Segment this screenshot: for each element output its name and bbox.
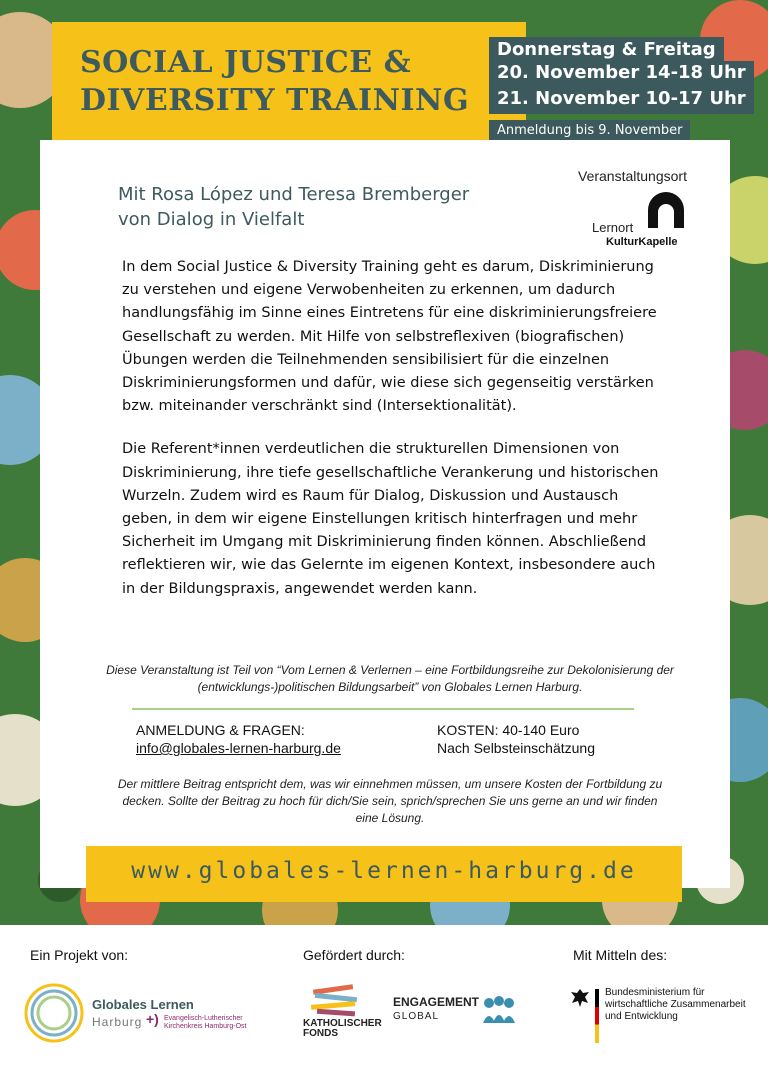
speakers <box>118 182 538 232</box>
description-paragraph-2: Die Referent*innen verdeutlichen die strukturellen Dimensionen von Diskriminierung, ihre tiefe gesellschaftliche Verankerung und historischen Wurzeln. Zudem wird es Raum für Dialog, Diskussion und Austausch geben, in dem wir eigene Einstellungen kritisch hinterfragen und mehr Sicherheit im Umgang mit Diskriminierung finden können. Abschließend reflektieren wir, wie das Gelernte im eigenen Kontext, insbesondere auch in der Bildungspraxis, angewendet werden kann. <box>122 441 659 597</box>
event-date-1: 20. November 14-18 Uhr <box>489 61 754 87</box>
cost-title: KOSTEN: 40-140 Euro <box>437 722 580 738</box>
venue-label: Veranstaltungsort <box>578 168 687 184</box>
project-label: Ein Projekt von: <box>30 947 129 963</box>
gl-name: Globales Lernen <box>92 997 194 1012</box>
kf-name: KATHOLISCHER FONDS <box>303 1018 382 1039</box>
gl-city: Harburg <box>92 1015 143 1029</box>
funded-label: Gefördert durch: <box>303 947 405 963</box>
katholischer-fonds-logo <box>303 983 383 1047</box>
german-flag-bar <box>595 989 599 1043</box>
speakers-line2: von Dialog in Vielfalt <box>118 209 305 230</box>
eg-line2: GLOBAL <box>393 1011 440 1022</box>
kulturkapelle-icon <box>644 190 688 230</box>
description-paragraph-1: In dem Social Justice & Diversity Training geht es darum, Diskriminierung zu verstehen und eigene Verwobenheiten zu erkennen, um dadurch handlungsfähig im Sinne eines Eintretens für eine diskriminierungsfreiere Gesellschaft zu werden. Mit Hilfe von selbstreflexiven (biografischen) Übungen werden die Teilnehmenden sensibilisiert für die einzelnen Diskriminierungsformen und dafür, wie diese sich gegenseitig verstärken bzw. miteinander verschränkt sind (Intersektionalität). <box>122 259 657 415</box>
people-group-icon <box>481 995 517 1025</box>
church-cross-icon: +) <box>146 1011 159 1027</box>
series-note: Diese Veranstaltung ist Teil von “Vom Lernen & Verlernen – eine Fortbildungsreihe zur Dekolonisierung der (entwicklungs-)politischen Bildungsarbeit” von Globales Lernen Harburg. <box>106 663 674 694</box>
venue-logo <box>592 188 702 252</box>
engagement-global-logo <box>393 993 523 1033</box>
registration-deadline: Anmeldung bis 9. November <box>489 120 690 144</box>
contact-title: ANMELDUNG & FRAGEN: <box>136 722 305 738</box>
price-note: Der mittlere Beitrag entspricht dem, was wir einnehmen müssen, um unsere Kosten der Fortbildung zu decken. Sollte der Beitrag zu hoch für dich/Sie sein, sprich/sprechen Sie uns gerne an und wir finden eine Lösung. <box>117 777 663 825</box>
description <box>122 256 662 601</box>
bmz-logo <box>569 985 759 1055</box>
eg-line1: ENGAGEMENT <box>393 995 480 1009</box>
contact-email-link[interactable]: info@globales-lernen-harburg.de <box>136 740 341 756</box>
event-title: SOCIAL JUSTICE & DIVERSITY TRAINING <box>80 45 470 118</box>
venue-logo-line1: Lernort <box>592 220 634 235</box>
divider <box>132 708 634 710</box>
federal-eagle-icon <box>569 987 591 1009</box>
content-panel <box>40 140 730 888</box>
globe-rings-icon <box>22 981 86 1045</box>
footer <box>0 925 768 1086</box>
means-label: Mit Mitteln des: <box>573 947 668 963</box>
title-box <box>52 22 526 140</box>
venue-logo-line2: KulturKapelle <box>606 236 678 248</box>
event-days: Donnerstag & Freitag <box>489 37 724 65</box>
fonds-stripes-icon <box>307 983 367 1017</box>
globales-lernen-logo <box>22 981 262 1051</box>
church-name: Evangelisch-Lutherischer Kirchenkreis Hamburg-Ost <box>164 1015 247 1030</box>
event-date-2: 21. November 10-17 Uhr <box>489 86 754 114</box>
website-link[interactable]: www.globales-lernen-harburg.de <box>131 858 637 884</box>
website-bar <box>86 846 682 902</box>
speakers-line1: Mit Rosa López und Teresa Bremberger <box>118 184 470 205</box>
bmz-name: Bundesministerium für wirtschaftliche Zusammenarbeit und Entwicklung <box>605 987 746 1022</box>
cost-note: Nach Selbsteinschätzung <box>437 740 595 756</box>
